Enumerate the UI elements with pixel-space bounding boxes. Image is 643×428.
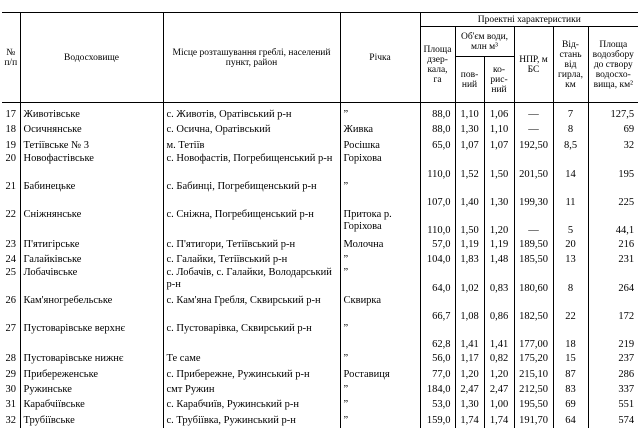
distance-from-mouth-cell: 87 (553, 367, 588, 382)
catchment-area-cell: 172 (618, 311, 635, 323)
col-header-volume-full: пов-ний (455, 57, 484, 103)
dam-location-cell: с. Животів, Оратівський р-н (163, 107, 340, 122)
surface-area-cell: 53,0 (420, 397, 455, 412)
catchment-area-cell: 32 (623, 139, 635, 151)
dam-location-cell: с. П'ятигори, Тетіївський р-н (163, 237, 340, 252)
reservoir-name-cell: Прибереженське (20, 367, 163, 382)
river-name-cell: Живка (340, 122, 420, 137)
catchment-area-cell: 286 (618, 368, 635, 380)
row-number-cell: 21 (2, 181, 20, 209)
dam-location-cell: с. Осична, Оратівський (163, 122, 340, 137)
table-row (2, 413, 638, 428)
dam-location-cell: с. Карабчиїв, Ружинський р-н (163, 397, 340, 412)
npr-level-cell: 201,50 (514, 153, 553, 181)
table-row (2, 122, 638, 137)
npr-level-cell: — (514, 107, 553, 122)
volume-useful-cell: 1,74 (484, 413, 514, 428)
volume-full-cell: 1,10 (455, 107, 484, 122)
row-number-cell: 29 (2, 367, 20, 382)
catchment-area-cell: 219 (618, 339, 635, 351)
npr-level-cell: 177,00 (514, 323, 553, 351)
volume-full-cell: 1,30 (455, 122, 484, 137)
reservoir-name-cell: Тетіївське № 3 (20, 138, 163, 153)
river-name-cell: ” (340, 252, 420, 267)
dam-location-cell: Те саме (163, 351, 340, 366)
volume-full-cell: 1,41 (455, 323, 484, 351)
distance-from-mouth-cell: 64 (553, 413, 588, 428)
reservoir-name-cell: Новофастівське (20, 153, 163, 181)
volume-useful-cell: 1,07 (484, 138, 514, 153)
row-number-cell: 20 (2, 153, 20, 181)
npr-level-cell: 192,50 (514, 138, 553, 153)
row-number-cell: 19 (2, 138, 20, 153)
dam-location-cell: с. Кам'яна Гребля, Сквирський р-н (163, 295, 340, 323)
dam-location-cell: с. Бабинці, Погребищенський р-н (163, 181, 340, 209)
river-name-cell: Молочна (340, 237, 420, 252)
surface-area-cell: 104,0 (420, 252, 455, 267)
dam-location-cell: с. Лобачів, с. Галайки, Володарський р-н (163, 267, 340, 295)
volume-full-cell: 1,07 (455, 138, 484, 153)
npr-level-cell: 180,60 (514, 267, 553, 295)
table-row (2, 351, 638, 366)
table-body (2, 103, 638, 428)
catchment-area-cell: 225 (618, 196, 635, 208)
volume-useful-cell: 1,50 (484, 153, 514, 181)
dam-location-cell: с. Сніжна, Погребищенський р-н (163, 209, 340, 237)
catchment-area-cell: 337 (618, 384, 635, 396)
distance-from-mouth-cell: 8 (553, 122, 588, 137)
npr-level-cell: 195,50 (514, 397, 553, 412)
volume-useful-cell: 1,48 (484, 252, 514, 267)
reservoir-name-cell: Галайківське (20, 252, 163, 267)
table-row (2, 382, 638, 397)
distance-from-mouth-cell: 7 (553, 107, 588, 122)
catchment-area-cell: 44,1 (615, 224, 635, 236)
surface-area-cell: 88,0 (420, 107, 455, 122)
row-number-cell: 25 (2, 267, 20, 295)
col-header-reservoir: Водосховище (20, 13, 163, 103)
npr-level-cell: 175,20 (514, 351, 553, 366)
catchment-area-cell: 574 (618, 414, 635, 426)
reservoir-name-cell: Пустоварівське нижнє (20, 351, 163, 366)
row-number-cell: 31 (2, 397, 20, 412)
npr-level-cell: 199,30 (514, 181, 553, 209)
row-number-cell: 26 (2, 295, 20, 323)
table-header (2, 13, 638, 103)
distance-from-mouth-cell: 20 (553, 237, 588, 252)
volume-full-cell: 1,52 (455, 153, 484, 181)
col-header-npr: НПР, м БС (514, 27, 553, 103)
row-number-cell: 23 (2, 237, 20, 252)
reservoir-name-cell: Трубіївське (20, 413, 163, 428)
river-name-cell: Сквирка (340, 295, 420, 323)
dam-location-cell: смт Ружин (163, 382, 340, 397)
catchment-area-cell: 216 (618, 238, 635, 250)
river-name-cell: ” (340, 267, 420, 295)
volume-full-cell: 2,47 (455, 382, 484, 397)
row-number-cell: 22 (2, 209, 20, 237)
table-row (2, 181, 638, 209)
catchment-area-cell: 551 (618, 399, 635, 411)
volume-full-cell: 1,17 (455, 351, 484, 366)
catchment-area-cell: 237 (618, 353, 635, 365)
surface-area-cell: 88,0 (420, 122, 455, 137)
volume-useful-cell: 1,30 (484, 181, 514, 209)
dam-location-cell: с. Новофастів, Погребищенський р-н (163, 153, 340, 181)
volume-full-cell: 1,40 (455, 181, 484, 209)
volume-full-cell: 1,19 (455, 237, 484, 252)
col-header-num: № п/п (2, 13, 20, 103)
npr-level-cell: — (514, 209, 553, 237)
river-name-cell: ” (340, 397, 420, 412)
reservoir-characteristics-table (2, 12, 638, 428)
reservoir-name-cell: Бабинецьке (20, 181, 163, 209)
reservoir-name-cell: Кам'яногребельське (20, 295, 163, 323)
river-name-cell: Притока р. Горіхова (340, 209, 420, 237)
npr-level-cell: — (514, 122, 553, 137)
col-header-project-characteristics: Проектні характеристики (420, 13, 638, 27)
river-name-cell: ” (340, 107, 420, 122)
col-header-area: Площа дзер-кала, га (420, 27, 455, 103)
volume-full-cell: 1,08 (455, 295, 484, 323)
river-name-cell: Росішка (340, 138, 420, 153)
catchment-area-cell: 69 (623, 124, 635, 136)
volume-useful-cell: 0,86 (484, 295, 514, 323)
row-number-cell: 17 (2, 107, 20, 122)
table-row (2, 209, 638, 237)
volume-useful-cell: 1,41 (484, 323, 514, 351)
dam-location-cell: с. Пустоварівка, Сквирський р-н (163, 323, 340, 351)
volume-useful-cell: 1,19 (484, 237, 514, 252)
surface-area-cell: 107,0 (420, 181, 455, 209)
distance-from-mouth-cell: 83 (553, 382, 588, 397)
reservoir-name-cell: Ружинське (20, 382, 163, 397)
row-number-cell: 27 (2, 323, 20, 351)
table-row (2, 367, 638, 382)
col-header-river: Річка (340, 13, 420, 103)
surface-area-cell: 56,0 (420, 351, 455, 366)
surface-area-cell: 110,0 (420, 209, 455, 237)
surface-area-cell: 110,0 (420, 153, 455, 181)
reservoir-name-cell: Животівське (20, 107, 163, 122)
volume-useful-cell: 0,83 (484, 267, 514, 295)
npr-level-cell: 191,70 (514, 413, 553, 428)
surface-area-cell: 64,0 (420, 267, 455, 295)
river-name-cell: ” (340, 181, 420, 209)
volume-full-cell: 1,50 (455, 209, 484, 237)
volume-full-cell: 1,30 (455, 397, 484, 412)
dam-location-cell: м. Тетіїв (163, 138, 340, 153)
surface-area-cell: 57,0 (420, 237, 455, 252)
volume-full-cell: 1,20 (455, 367, 484, 382)
reservoir-name-cell: Лобачівське (20, 267, 163, 295)
catchment-area-cell: 231 (618, 254, 635, 266)
table-row (2, 295, 638, 323)
surface-area-cell: 184,0 (420, 382, 455, 397)
row-number-cell: 30 (2, 382, 20, 397)
volume-full-cell: 1,02 (455, 267, 484, 295)
distance-from-mouth-cell: 18 (553, 323, 588, 351)
reservoir-name-cell: Карабчіївське (20, 397, 163, 412)
catchment-area-cell: 264 (618, 283, 635, 295)
distance-from-mouth-cell: 69 (553, 397, 588, 412)
distance-from-mouth-cell: 15 (553, 351, 588, 366)
col-header-catchment: Площа водозбору до створу водосхо-вища, км² (588, 27, 638, 103)
dam-location-cell: с. Прибережне, Ружинський р-н (163, 367, 340, 382)
volume-full-cell: 1,83 (455, 252, 484, 267)
river-name-cell: ” (340, 351, 420, 366)
distance-from-mouth-cell: 5 (553, 209, 588, 237)
distance-from-mouth-cell: 11 (553, 181, 588, 209)
npr-level-cell: 215,10 (514, 367, 553, 382)
surface-area-cell: 65,0 (420, 138, 455, 153)
surface-area-cell: 66,7 (420, 295, 455, 323)
reservoir-name-cell: Пустоварівське верхнє (20, 323, 163, 351)
reservoir-name-cell: Сніжнянське (20, 209, 163, 237)
surface-area-cell: 77,0 (420, 367, 455, 382)
river-name-cell: Горіхова (340, 153, 420, 181)
reservoir-name-cell: Осичнянське (20, 122, 163, 137)
river-name-cell: ” (340, 382, 420, 397)
table-row (2, 252, 638, 267)
row-number-cell: 18 (2, 122, 20, 137)
volume-useful-cell: 1,00 (484, 397, 514, 412)
catchment-area-cell: 127,5 (610, 109, 635, 120)
col-header-volume-useful: ко-рис-ний (484, 57, 514, 103)
table-row (2, 323, 638, 351)
col-header-distance: Від-стань від гирла, км (553, 27, 588, 103)
npr-level-cell: 185,50 (514, 252, 553, 267)
surface-area-cell: 62,8 (420, 323, 455, 351)
volume-useful-cell: 1,20 (484, 367, 514, 382)
row-number-cell: 32 (2, 413, 20, 428)
col-header-volume: Об'єм води, млн м³ (455, 27, 514, 57)
distance-from-mouth-cell: 22 (553, 295, 588, 323)
volume-useful-cell: 1,20 (484, 209, 514, 237)
volume-useful-cell: 0,82 (484, 351, 514, 366)
dam-location-cell: с. Трубіївка, Ружинський р-н (163, 413, 340, 428)
reservoir-name-cell: П'ятигірське (20, 237, 163, 252)
distance-from-mouth-cell: 14 (553, 153, 588, 181)
table-row (2, 153, 638, 181)
dam-location-cell: с. Галайки, Тетіївський р-н (163, 252, 340, 267)
volume-useful-cell: 1,06 (484, 107, 514, 122)
surface-area-cell: 159,0 (420, 413, 455, 428)
volume-useful-cell: 2,47 (484, 382, 514, 397)
volume-useful-cell: 1,10 (484, 122, 514, 137)
river-name-cell: ” (340, 413, 420, 428)
table-row (2, 237, 638, 252)
volume-full-cell: 1,74 (455, 413, 484, 428)
npr-level-cell: 182,50 (514, 295, 553, 323)
river-name-cell: Роставиця (340, 367, 420, 382)
distance-from-mouth-cell: 8 (553, 267, 588, 295)
distance-from-mouth-cell: 8,5 (553, 138, 588, 153)
table-row (2, 138, 638, 153)
row-number-cell: 28 (2, 351, 20, 366)
table-row (2, 397, 638, 412)
npr-level-cell: 189,50 (514, 237, 553, 252)
row-number-cell: 24 (2, 252, 20, 267)
npr-level-cell: 212,50 (514, 382, 553, 397)
river-name-cell: ” (340, 323, 420, 351)
table-row (2, 267, 638, 295)
col-header-location: Місце розташування греблі, населений пункт, район (163, 13, 340, 103)
distance-from-mouth-cell: 13 (553, 252, 588, 267)
catchment-area-cell: 195 (618, 168, 635, 180)
table-row (2, 107, 638, 122)
